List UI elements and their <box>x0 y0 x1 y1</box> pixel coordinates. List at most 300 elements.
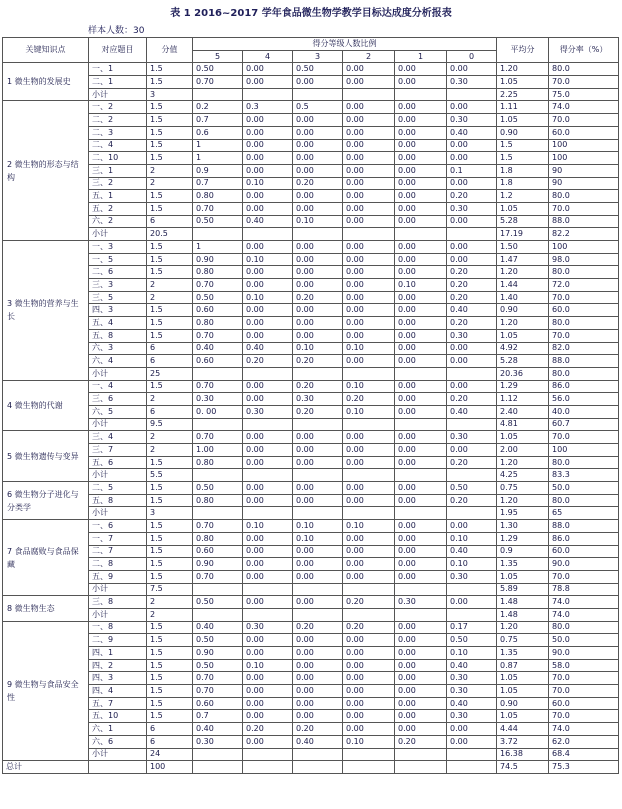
cell-level-2: 0.00 <box>343 672 395 685</box>
cell-level-3 <box>293 608 343 621</box>
cell-level-0: 0.00 <box>447 63 497 76</box>
cell-level-3: 0.00 <box>293 317 343 330</box>
cell-average: 1.05 <box>497 685 549 698</box>
cell-level-5: 0.60 <box>193 304 243 317</box>
cell-level-2: 0.00 <box>343 241 395 254</box>
cell-level-4: 0.00 <box>243 329 293 342</box>
total-row <box>3 761 619 774</box>
table-row <box>3 291 619 304</box>
cell-level-4: 0.00 <box>243 685 293 698</box>
cell-average: 1.50 <box>497 241 549 254</box>
cell-score: 1.5 <box>147 317 193 330</box>
cell-level-1 <box>395 228 447 241</box>
cell-level-2: 0.00 <box>343 152 395 165</box>
cell-score: 1.5 <box>147 570 193 583</box>
cell-question: 二、3 <box>89 126 147 139</box>
cell-score: 2 <box>147 431 193 444</box>
cell-level-4 <box>243 469 293 482</box>
cell-level-2: 0.00 <box>343 279 395 292</box>
cell-level-0: 0.00 <box>447 253 497 266</box>
cell-level-3 <box>293 228 343 241</box>
cell-average: 1.40 <box>497 291 549 304</box>
cell-level-2: 0.00 <box>343 63 395 76</box>
cell-average: 1.8 <box>497 177 549 190</box>
cell-level-1: 0.00 <box>395 634 447 647</box>
cell-level-5: 0.50 <box>193 482 243 495</box>
cell-average: 4.81 <box>497 418 549 431</box>
cell-level-5 <box>193 507 243 520</box>
cell-rate: 56.0 <box>549 393 619 406</box>
cell-level-2: 0.20 <box>343 621 395 634</box>
cell-level-3: 0.20 <box>293 291 343 304</box>
cell-level-4: 0.00 <box>243 126 293 139</box>
cell-question: 五、6 <box>89 456 147 469</box>
cell-level-4: 0.10 <box>243 520 293 533</box>
cell-level-0: 0.1 <box>447 164 497 177</box>
cell-level-2: 0.10 <box>343 405 395 418</box>
cell-level-5: 0.50 <box>193 215 243 228</box>
cell-level-1 <box>395 608 447 621</box>
table-row <box>3 710 619 723</box>
cell-level-1: 0.00 <box>395 431 447 444</box>
cell-question: 五、7 <box>89 697 147 710</box>
cell-score: 6 <box>147 215 193 228</box>
cell-score: 1.5 <box>147 647 193 660</box>
cell-average: 5.89 <box>497 583 549 596</box>
knowledge-point: 6 微生物分子进化与分类学 <box>3 482 89 520</box>
table-row <box>3 634 619 647</box>
cell-level-0: 0.40 <box>447 545 497 558</box>
cell-question: 六、6 <box>89 735 147 748</box>
cell-score: 1.5 <box>147 380 193 393</box>
cell-score: 1.5 <box>147 482 193 495</box>
subtotal-row <box>3 88 619 101</box>
cell-level-0: 0.20 <box>447 291 497 304</box>
cell-level-3 <box>293 367 343 380</box>
cell-level-4: 0.00 <box>243 735 293 748</box>
cell-rate: 80.0 <box>549 190 619 203</box>
cell-question: 三、5 <box>89 291 147 304</box>
cell-rate: 74.0 <box>549 101 619 114</box>
cell-level-3: 0.00 <box>293 659 343 672</box>
cell-average: 1.29 <box>497 532 549 545</box>
cell-level-0: 0.30 <box>447 685 497 698</box>
cell-level-1: 0.00 <box>395 697 447 710</box>
cell-level-0: 0.20 <box>447 494 497 507</box>
cell-level-0: 0.30 <box>447 570 497 583</box>
cell-rate: 82.0 <box>549 342 619 355</box>
header-level: 4 <box>243 50 293 63</box>
cell-rate: 60.0 <box>549 304 619 317</box>
cell-level-2: 0.00 <box>343 570 395 583</box>
cell-level-3: 0.20 <box>293 355 343 368</box>
cell-level-1: 0.00 <box>395 152 447 165</box>
cell-level-3: 0.30 <box>293 393 343 406</box>
cell-level-1: 0.00 <box>395 723 447 736</box>
table-row <box>3 152 619 165</box>
cell-level-2: 0.00 <box>343 76 395 89</box>
cell-level-2: 0.00 <box>343 558 395 571</box>
cell-score: 2 <box>147 291 193 304</box>
header-score: 分值 <box>147 38 193 63</box>
cell-rate: 60.0 <box>549 545 619 558</box>
cell-average: 1.20 <box>497 317 549 330</box>
cell-level-0: 0.00 <box>447 723 497 736</box>
cell-question: 五、9 <box>89 570 147 583</box>
cell-level-3: 0.40 <box>293 735 343 748</box>
cell-score: 3 <box>147 507 193 520</box>
table-title: 表 1 2016~2017 学年食品微生物学教学目标达成度分析报表 <box>170 8 452 19</box>
cell-question: 二、6 <box>89 266 147 279</box>
cell-rate: 88.0 <box>549 520 619 533</box>
cell-rate: 70.0 <box>549 710 619 723</box>
cell-level-1: 0.00 <box>395 444 447 457</box>
cell-score: 6 <box>147 405 193 418</box>
cell-level-1: 0.00 <box>395 266 447 279</box>
cell-level-5: 0.70 <box>193 520 243 533</box>
cell-average: 1.44 <box>497 279 549 292</box>
table-row <box>3 723 619 736</box>
cell-question: 四、2 <box>89 659 147 672</box>
table-row <box>3 697 619 710</box>
cell-level-0: 0.30 <box>447 114 497 127</box>
cell-level-5: 1 <box>193 152 243 165</box>
cell-level-4: 0.40 <box>243 215 293 228</box>
cell-average: 1.05 <box>497 114 549 127</box>
cell-level-1: 0.00 <box>395 114 447 127</box>
table-row <box>3 329 619 342</box>
cell-rate: 70.0 <box>549 114 619 127</box>
cell-level-1 <box>395 583 447 596</box>
total-empty <box>89 761 147 774</box>
cell-score: 6 <box>147 342 193 355</box>
cell-average: 1.12 <box>497 393 549 406</box>
cell-average: 0.75 <box>497 482 549 495</box>
cell-level-0: 0.20 <box>447 456 497 469</box>
cell-level-1: 0.00 <box>395 672 447 685</box>
cell-level-2: 0.00 <box>343 444 395 457</box>
cell-question: 五、4 <box>89 317 147 330</box>
cell-level-4: 0.00 <box>243 164 293 177</box>
cell-score: 2 <box>147 177 193 190</box>
cell-level-4: 0.00 <box>243 202 293 215</box>
table-row <box>3 520 619 533</box>
cell-question: 小计 <box>89 367 147 380</box>
cell-rate: 100 <box>549 139 619 152</box>
table-row <box>3 279 619 292</box>
table-row <box>3 164 619 177</box>
cell-level-3: 0.00 <box>293 266 343 279</box>
cell-average: 1.35 <box>497 558 549 571</box>
cell-level-5: 0.80 <box>193 532 243 545</box>
table-row <box>3 342 619 355</box>
cell-average: 3.72 <box>497 735 549 748</box>
cell-score: 2 <box>147 279 193 292</box>
cell-level-1: 0.00 <box>395 545 447 558</box>
cell-level-4: 0.00 <box>243 697 293 710</box>
cell-score: 1.5 <box>147 494 193 507</box>
cell-level-0: 0.00 <box>447 735 497 748</box>
table-row <box>3 672 619 685</box>
cell-level-5: 0.40 <box>193 723 243 736</box>
cell-question: 一、2 <box>89 101 147 114</box>
cell-level-4: 0.40 <box>243 342 293 355</box>
header-average: 平均分 <box>497 38 549 63</box>
cell-level-0: 0.50 <box>447 482 497 495</box>
cell-level-3: 0.10 <box>293 520 343 533</box>
cell-question: 五、1 <box>89 190 147 203</box>
cell-level-3: 0.00 <box>293 152 343 165</box>
cell-level-4 <box>243 418 293 431</box>
cell-level-5 <box>193 469 243 482</box>
cell-level-3: 0.00 <box>293 253 343 266</box>
cell-average: 16.38 <box>497 748 549 761</box>
table-row <box>3 355 619 368</box>
cell-rate: 74.0 <box>549 723 619 736</box>
cell-question: 三、2 <box>89 177 147 190</box>
knowledge-point: 7 食品腐败与食品保藏 <box>3 520 89 596</box>
cell-level-0: 0.20 <box>447 317 497 330</box>
cell-level-3: 0.20 <box>293 405 343 418</box>
cell-question: 三、4 <box>89 431 147 444</box>
cell-level-5: 0.90 <box>193 647 243 660</box>
cell-question: 小计 <box>89 418 147 431</box>
cell-question: 四、4 <box>89 685 147 698</box>
subtotal-row <box>3 469 619 482</box>
cell-score: 9.5 <box>147 418 193 431</box>
table-row <box>3 685 619 698</box>
cell-score: 1.5 <box>147 659 193 672</box>
cell-average: 1.20 <box>497 456 549 469</box>
cell-score: 1.5 <box>147 634 193 647</box>
subtotal-row <box>3 418 619 431</box>
cell-level-2: 0.00 <box>343 647 395 660</box>
cell-level-3: 0.00 <box>293 304 343 317</box>
cell-level-0: 0.00 <box>447 380 497 393</box>
cell-question: 二、5 <box>89 482 147 495</box>
cell-level-0: 0.20 <box>447 266 497 279</box>
cell-rate: 82.2 <box>549 228 619 241</box>
cell-level-1: 0.00 <box>395 177 447 190</box>
cell-question: 六、5 <box>89 405 147 418</box>
cell-rate: 70.0 <box>549 570 619 583</box>
cell-level-3: 0.00 <box>293 431 343 444</box>
cell-level-5: 0.60 <box>193 355 243 368</box>
cell-question: 小计 <box>89 748 147 761</box>
cell-level-3 <box>293 507 343 520</box>
cell-level-2: 0.00 <box>343 317 395 330</box>
cell-rate: 80.0 <box>549 317 619 330</box>
header-level: 1 <box>395 50 447 63</box>
cell-level-4: 0.10 <box>243 253 293 266</box>
cell-level-3: 0.00 <box>293 494 343 507</box>
table-row <box>3 190 619 203</box>
cell-score: 1.5 <box>147 329 193 342</box>
cell-average: 1.11 <box>497 101 549 114</box>
cell-level-1: 0.00 <box>395 291 447 304</box>
cell-level-4: 0.00 <box>243 304 293 317</box>
cell-level-5: 0.70 <box>193 380 243 393</box>
cell-level-3: 0.00 <box>293 697 343 710</box>
cell-level-2: 0.00 <box>343 164 395 177</box>
cell-level-3: 0.20 <box>293 380 343 393</box>
cell-level-0: 0.40 <box>447 697 497 710</box>
cell-score: 1.5 <box>147 253 193 266</box>
cell-question: 小计 <box>89 88 147 101</box>
cell-level-0: 0.30 <box>447 76 497 89</box>
cell-level-5: 0.70 <box>193 685 243 698</box>
cell-score: 1.5 <box>147 710 193 723</box>
cell-rate: 60.0 <box>549 697 619 710</box>
subtotal-row <box>3 748 619 761</box>
table-row <box>3 570 619 583</box>
cell-level-4: 0.10 <box>243 659 293 672</box>
cell-rate: 74.0 <box>549 596 619 609</box>
table-row <box>3 266 619 279</box>
cell-level-2 <box>343 367 395 380</box>
goal-achievement-table <box>2 37 619 774</box>
cell-level-5: 0.2 <box>193 101 243 114</box>
cell-level-4: 0.00 <box>243 190 293 203</box>
cell-level-4: 0.00 <box>243 431 293 444</box>
cell-level-5: 1 <box>193 241 243 254</box>
cell-question: 一、5 <box>89 253 147 266</box>
cell-level-5: 0.80 <box>193 456 243 469</box>
cell-level-5: 0.50 <box>193 63 243 76</box>
cell-question: 小计 <box>89 608 147 621</box>
cell-level-4: 0.30 <box>243 405 293 418</box>
cell-level-2: 0.20 <box>343 393 395 406</box>
cell-average: 4.25 <box>497 469 549 482</box>
table-row <box>3 101 619 114</box>
cell-level-4: 0.00 <box>243 647 293 660</box>
cell-level-0: 0.00 <box>447 520 497 533</box>
cell-level-3: 0.00 <box>293 139 343 152</box>
cell-average: 1.5 <box>497 152 549 165</box>
cell-level-5: 0.6 <box>193 126 243 139</box>
cell-level-5: 0.50 <box>193 659 243 672</box>
cell-score: 2 <box>147 608 193 621</box>
cell-rate: 68.4 <box>549 748 619 761</box>
cell-level-2: 0.00 <box>343 710 395 723</box>
cell-level-4: 0.10 <box>243 177 293 190</box>
cell-question: 一、7 <box>89 532 147 545</box>
cell-level-5: 0.7 <box>193 114 243 127</box>
cell-level-4 <box>243 507 293 520</box>
cell-level-1 <box>395 88 447 101</box>
cell-level-3: 0.00 <box>293 190 343 203</box>
subtotal-row <box>3 367 619 380</box>
cell-average: 1.2 <box>497 190 549 203</box>
cell-score: 1.5 <box>147 672 193 685</box>
cell-level-1: 0.30 <box>395 596 447 609</box>
cell-rate: 70.0 <box>549 291 619 304</box>
cell-level-3: 0.20 <box>293 177 343 190</box>
cell-level-2: 0.00 <box>343 355 395 368</box>
cell-level-3: 0.00 <box>293 570 343 583</box>
cell-level-4: 0.00 <box>243 279 293 292</box>
cell-level-2: 0.00 <box>343 177 395 190</box>
cell-level-1: 0.00 <box>395 76 447 89</box>
cell-average: 0.87 <box>497 659 549 672</box>
cell-average: 0.90 <box>497 126 549 139</box>
cell-level-1: 0.00 <box>395 317 447 330</box>
cell-question: 一、6 <box>89 520 147 533</box>
cell-average: 1.05 <box>497 672 549 685</box>
cell-question: 小计 <box>89 507 147 520</box>
cell-level-0: 0.00 <box>447 215 497 228</box>
cell-level-4 <box>243 608 293 621</box>
cell-level-5: 0.70 <box>193 672 243 685</box>
knowledge-point: 8 微生物生态 <box>3 596 89 621</box>
cell-level-4: 0.00 <box>243 672 293 685</box>
cell-question: 六、2 <box>89 215 147 228</box>
cell-level-0 <box>447 418 497 431</box>
subtotal-row <box>3 228 619 241</box>
cell-score: 2 <box>147 393 193 406</box>
cell-rate: 88.0 <box>549 355 619 368</box>
cell-level-4: 0.3 <box>243 101 293 114</box>
cell-level-5 <box>193 418 243 431</box>
cell-level-2: 0.00 <box>343 659 395 672</box>
cell-level-0: 0.40 <box>447 126 497 139</box>
cell-question: 二、8 <box>89 558 147 571</box>
cell-average: 1.35 <box>497 647 549 660</box>
table-row <box>3 482 619 495</box>
cell-level-2: 0.00 <box>343 634 395 647</box>
cell-level-5: 0. 00 <box>193 405 243 418</box>
cell-average: 1.20 <box>497 621 549 634</box>
cell-average: 0.90 <box>497 697 549 710</box>
cell-level-2: 0.00 <box>343 202 395 215</box>
knowledge-point: 3 微生物的营养与生长 <box>3 241 89 381</box>
cell-rate: 80.0 <box>549 63 619 76</box>
cell-level-5: 0.70 <box>193 279 243 292</box>
cell-level-5: 0.7 <box>193 177 243 190</box>
cell-rate: 70.0 <box>549 329 619 342</box>
cell-level-1: 0.00 <box>395 621 447 634</box>
cell-level-3: 0.00 <box>293 558 343 571</box>
table-row <box>3 735 619 748</box>
cell-rate: 88.0 <box>549 215 619 228</box>
cell-rate: 80.0 <box>549 266 619 279</box>
cell-level-3: 0.00 <box>293 634 343 647</box>
cell-level-3: 0.00 <box>293 710 343 723</box>
cell-level-1: 0.00 <box>395 710 447 723</box>
cell-level-3: 0.20 <box>293 621 343 634</box>
cell-level-3: 0.00 <box>293 279 343 292</box>
cell-score: 1.5 <box>147 532 193 545</box>
cell-question: 小计 <box>89 469 147 482</box>
cell-level-5: 0.40 <box>193 342 243 355</box>
cell-level-2: 0.00 <box>343 253 395 266</box>
cell-level-4: 0.00 <box>243 241 293 254</box>
cell-level-5 <box>193 367 243 380</box>
cell-level-4: 0.00 <box>243 114 293 127</box>
cell-level-1: 0.00 <box>395 139 447 152</box>
cell-score: 1.5 <box>147 76 193 89</box>
cell-level-4: 0.00 <box>243 456 293 469</box>
cell-level-3: 0.10 <box>293 532 343 545</box>
cell-question: 五、10 <box>89 710 147 723</box>
cell-level-5: 0.50 <box>193 634 243 647</box>
cell-average: 1.05 <box>497 710 549 723</box>
cell-level-2: 0.00 <box>343 482 395 495</box>
table-row <box>3 76 619 89</box>
cell-level-2: 0.00 <box>343 545 395 558</box>
cell-level-0 <box>447 507 497 520</box>
cell-average: 2.40 <box>497 405 549 418</box>
